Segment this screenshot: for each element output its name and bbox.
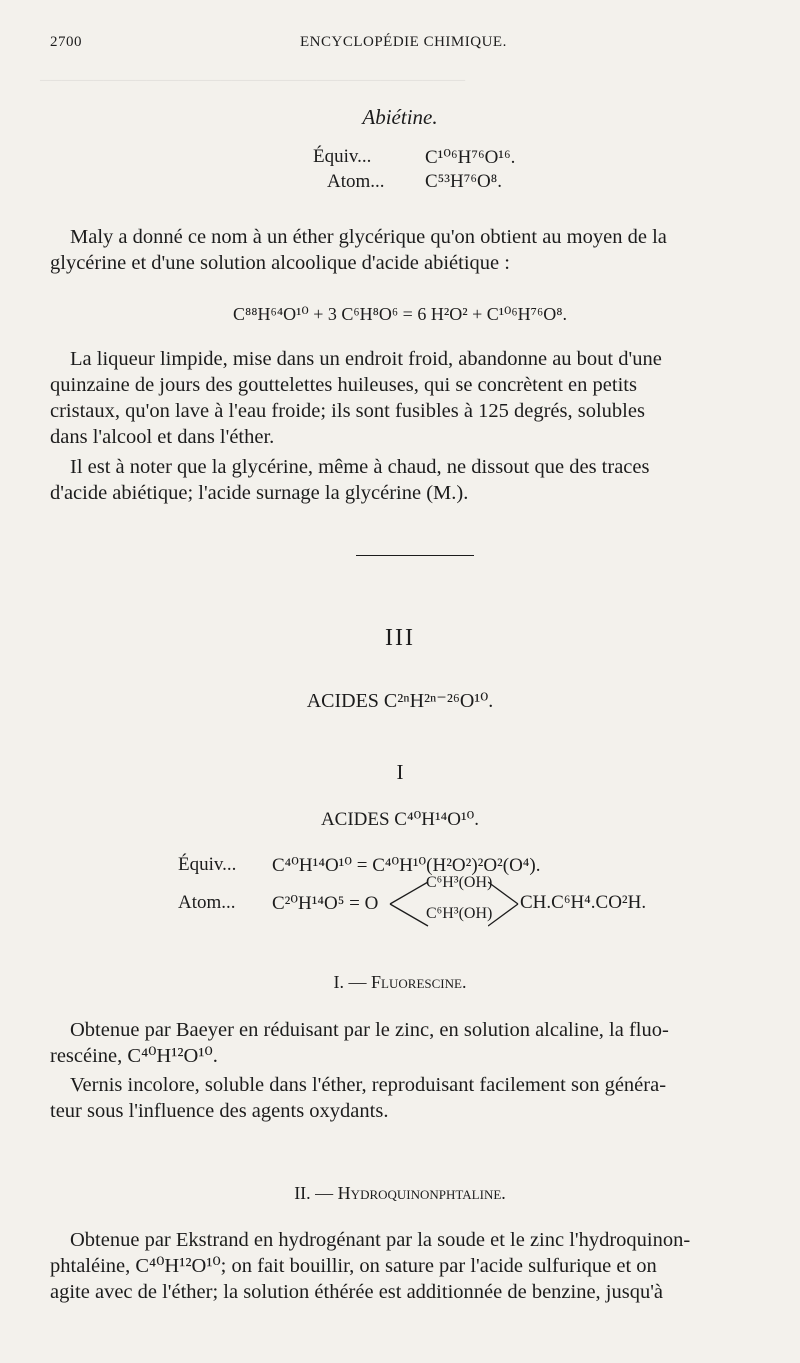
branch-line-lower-left — [390, 904, 428, 926]
acides-equiv-label: Équiv... — [178, 854, 237, 875]
page-number: 2700 — [50, 34, 82, 50]
fluorescine-heading: I. — Fluorescine. — [333, 972, 467, 992]
hydroquinonphtaline-paragraph: Obtenue par Ekstrand en hydrogénant par la soude et le zinc l'hydroquinon- phtaléine, C⁴⁰H¹²O¹⁰; on fait bouillir, on sature par l'acide sulfurique et on agite avec de l'éther; la solution éthérée est additionnée de benzine, jusqu'à — [50, 1229, 691, 1303]
fluorescine-paragraph-1: Obtenue par Baeyer en réduisant par le zinc, en solution alcaline, la fluo- rescéine, C⁴⁰H¹²O¹⁰. — [50, 1019, 669, 1067]
running-title: ENCYCLOPÉDIE CHIMIQUE. — [300, 34, 507, 50]
abietine-atom-formula: C⁵³H⁷⁶O⁸. — [425, 171, 503, 192]
abietine-equiv-formula: C¹⁰⁶H⁷⁶O¹⁶. — [425, 147, 516, 168]
section-divider — [356, 555, 474, 556]
branch-line-upper-left — [390, 882, 428, 904]
section-title-abietine: Abiétine. — [362, 105, 438, 129]
subsection-numeral-I: I — [396, 760, 404, 784]
hydroquinonphtaline-heading: II. — Hydroquinonphtaline. — [294, 1183, 506, 1203]
abietine-atom-label: Atom... — [327, 171, 385, 192]
abietine-paragraph-3: Il est à noter que la glycérine, même à chaud, ne dissout que des traces d'acide abiétique; l'acide surnage la glycérine (M.). — [50, 456, 650, 504]
acides-subheading: ACIDES C⁴⁰H¹⁴O¹⁰. — [320, 809, 480, 830]
atom-branch-bottom: C⁶H³(OH) — [426, 905, 493, 922]
acides-atom-formula-left: C²⁰H¹⁴O⁵ = O — [272, 893, 379, 914]
section-numeral-III: III — [385, 625, 415, 651]
acides-atom-formula-right: CH.C⁶H⁴.CO²H. — [520, 892, 647, 913]
abietine-paragraph-1: Maly a donné ce nom à un éther glycérique qu'on obtient au moyen de la glycérine et d'une solution alcoolique d'acide abiétique : — [50, 226, 667, 274]
branch-line-upper-right — [488, 882, 518, 904]
abietine-paragraph-2: La liqueur limpide, mise dans un endroit froid, abandonne au bout d'une quinzaine de jours des gouttelettes huileuses, qui se concrètent en petits cristaux, qu'on lave à l'eau froide; ils sont fusibles à 125 degrés, solubles dans l'alcool et dans l'éther. — [50, 348, 662, 448]
acides-heading: ACIDES C²ⁿH²ⁿ⁻²⁶O¹⁰. — [306, 690, 494, 712]
abietine-equiv-label: Équiv... — [313, 146, 372, 167]
show-through-texture: ──────────────────────────────────────── — [40, 73, 466, 89]
atom-branch-top: C⁶H³(OH) — [426, 874, 493, 891]
acides-atom-label: Atom... — [178, 892, 236, 913]
acides-equiv-formula: C⁴⁰H¹⁴O¹⁰ = C⁴⁰H¹⁰(H²O²)²O²(O⁴). — [272, 855, 541, 876]
branch-line-lower-right — [488, 904, 518, 926]
abietine-equation: C⁸⁸H⁶⁴O¹⁰ + 3 C⁶H⁸O⁶ = 6 H²O² + C¹⁰⁶H⁷⁶O⁸. — [232, 304, 567, 324]
fluorescine-paragraph-2: Vernis incolore, soluble dans l'éther, reproduisant facilement son généra- teur sous l'influence des agents oxydants. — [50, 1074, 667, 1122]
